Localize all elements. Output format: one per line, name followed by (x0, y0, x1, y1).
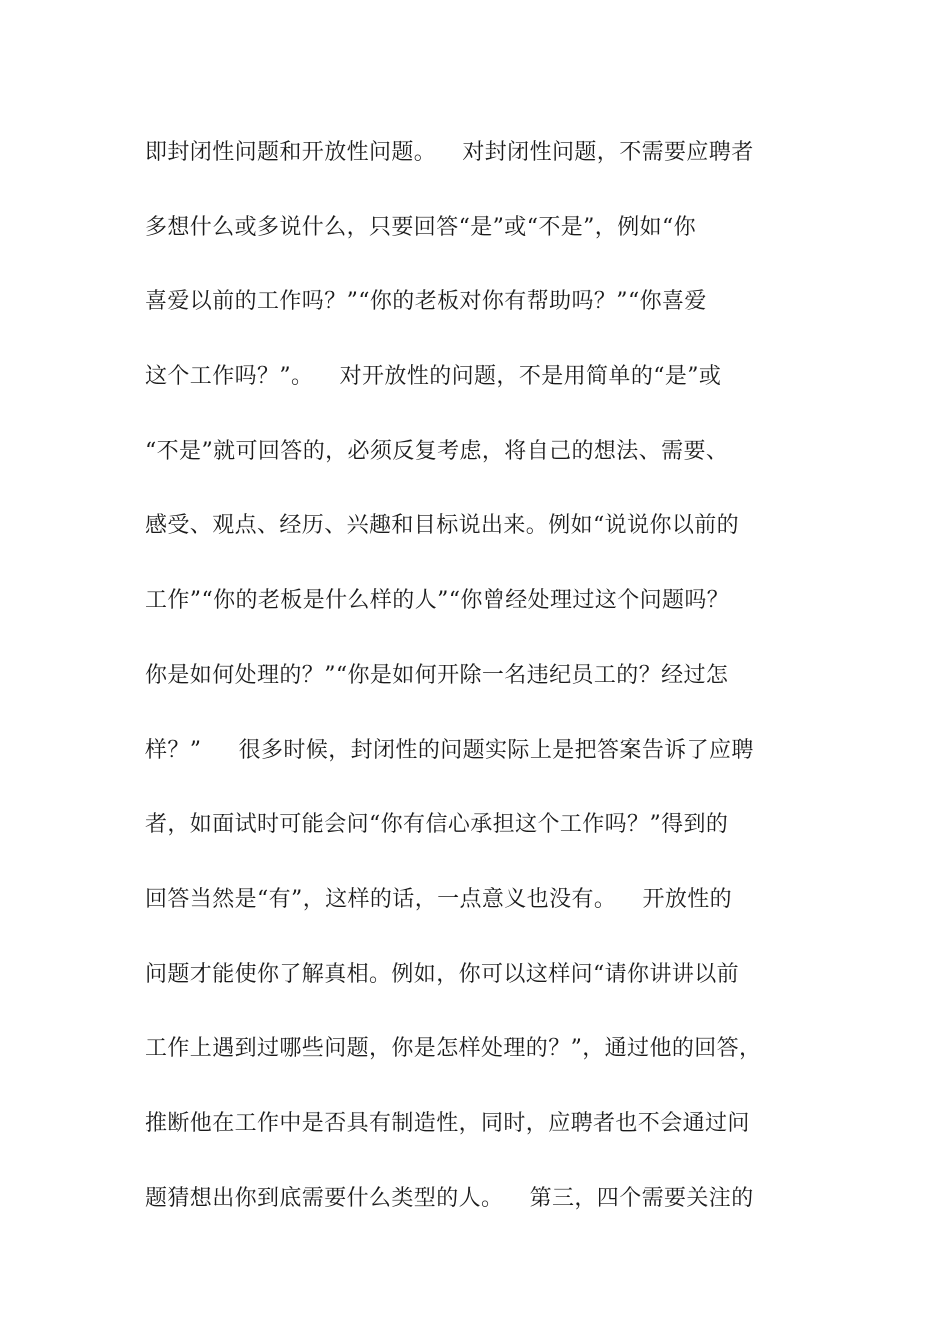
text-line: 感受、观点、经历、兴趣和目标说出来。例如“说说你以前的 (145, 513, 740, 539)
text-line: 工作上遇到过哪些问题，你是怎样处理的？”，通过他的回答， (145, 1036, 762, 1062)
text-line: 者，如面试时可能会问“你有信心承担这个工作吗？”得到的 (145, 812, 729, 838)
text-line: 样？” 很多时候，封闭性的问题实际上是把答案告诉了应聘 (145, 737, 754, 763)
text-line: 工作”“你的老板是什么样的人”“你曾经处理过这个问题吗？ (145, 588, 730, 614)
text-line: 推断他在工作中是否具有制造性，同时，应聘者也不会通过问 (145, 1110, 750, 1136)
text-line: 问题才能使你了解真相。例如，你可以这样问“请你讲讲以前 (145, 961, 740, 987)
body-text (145, 131, 825, 1251)
text-line: “不是”就可回答的，必须反复考虑，将自己的想法、需要、 (145, 438, 729, 464)
text-line: 即封闭性问题和开放性问题。 对封闭性问题，不需要应聘者 (145, 140, 754, 165)
text-line: 这个工作吗？”。 对开放性的问题，不是用简单的“是”或 (145, 364, 722, 390)
text-line: 你是如何处理的？”“你是如何开除一名违纪员工的？经过怎 (145, 662, 729, 688)
text-line: 多想什么或多说什么，只要回答“是”或“不是”，例如“你 (145, 214, 697, 240)
text-line: 回答当然是“有”，这样的话，一点意义也没有。 开放性的 (145, 886, 733, 912)
text-line: 喜爱以前的工作吗？”“你的老板对你有帮助吗？”“你喜爱 (145, 289, 707, 315)
text-line: 题猜想出你到底需要什么类型的人。 第三，四个需要关注的 (145, 1185, 754, 1211)
